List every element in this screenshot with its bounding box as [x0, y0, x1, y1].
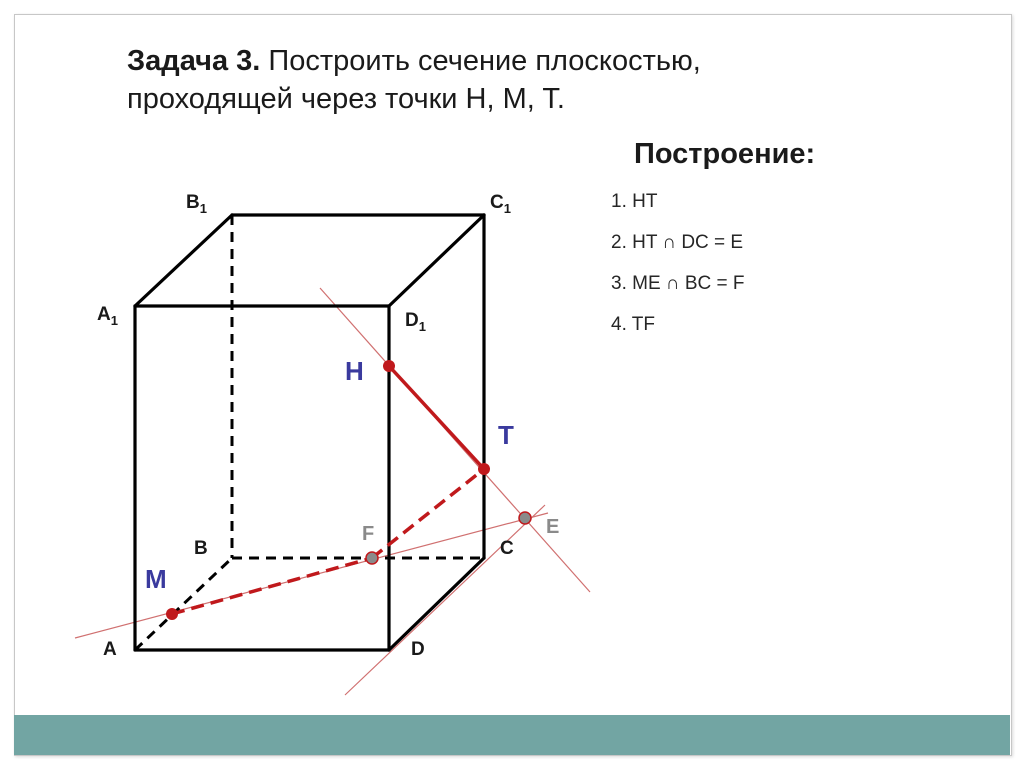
- edge-dc: [389, 558, 484, 650]
- label-d1: $D_1$: [405, 310, 426, 334]
- label-h: H: [345, 356, 364, 386]
- label-t: T: [498, 420, 514, 450]
- label-m: M: [145, 564, 167, 594]
- task-text: Построить сечение плоскостью,: [268, 45, 701, 77]
- point-h-dot: [383, 360, 395, 372]
- label-f: F: [362, 523, 375, 545]
- edge-c1d1: [389, 215, 484, 306]
- label-a: A: [103, 639, 117, 660]
- label-a1: $A_1$: [97, 304, 118, 328]
- aux-line-dc: [345, 505, 545, 695]
- edge-a1b1: [135, 215, 232, 306]
- step-2: 2. HT ∩ DC = E: [611, 232, 744, 253]
- point-e-dot: [519, 512, 531, 524]
- label-b1: $B_1$: [186, 192, 207, 216]
- label-e: E: [546, 516, 560, 538]
- point-t-dot: [478, 463, 490, 475]
- label-c1: $C_1$: [490, 192, 511, 216]
- task-text-2: проходящей через точки H, M, T.: [127, 83, 565, 115]
- label-c: C: [500, 538, 514, 559]
- task-label: Задача 3.: [127, 45, 261, 77]
- step-3: 3. ME ∩ BC = F: [611, 273, 745, 294]
- section-ht: [389, 366, 484, 469]
- step-1: 1. HT: [611, 191, 658, 212]
- label-d: D: [411, 639, 425, 660]
- point-f-dot: [366, 552, 378, 564]
- label-b: B: [194, 538, 208, 559]
- point-m-dot: [166, 608, 178, 620]
- step-4: 4. TF: [611, 314, 655, 335]
- construction-title: Построение:: [634, 138, 816, 170]
